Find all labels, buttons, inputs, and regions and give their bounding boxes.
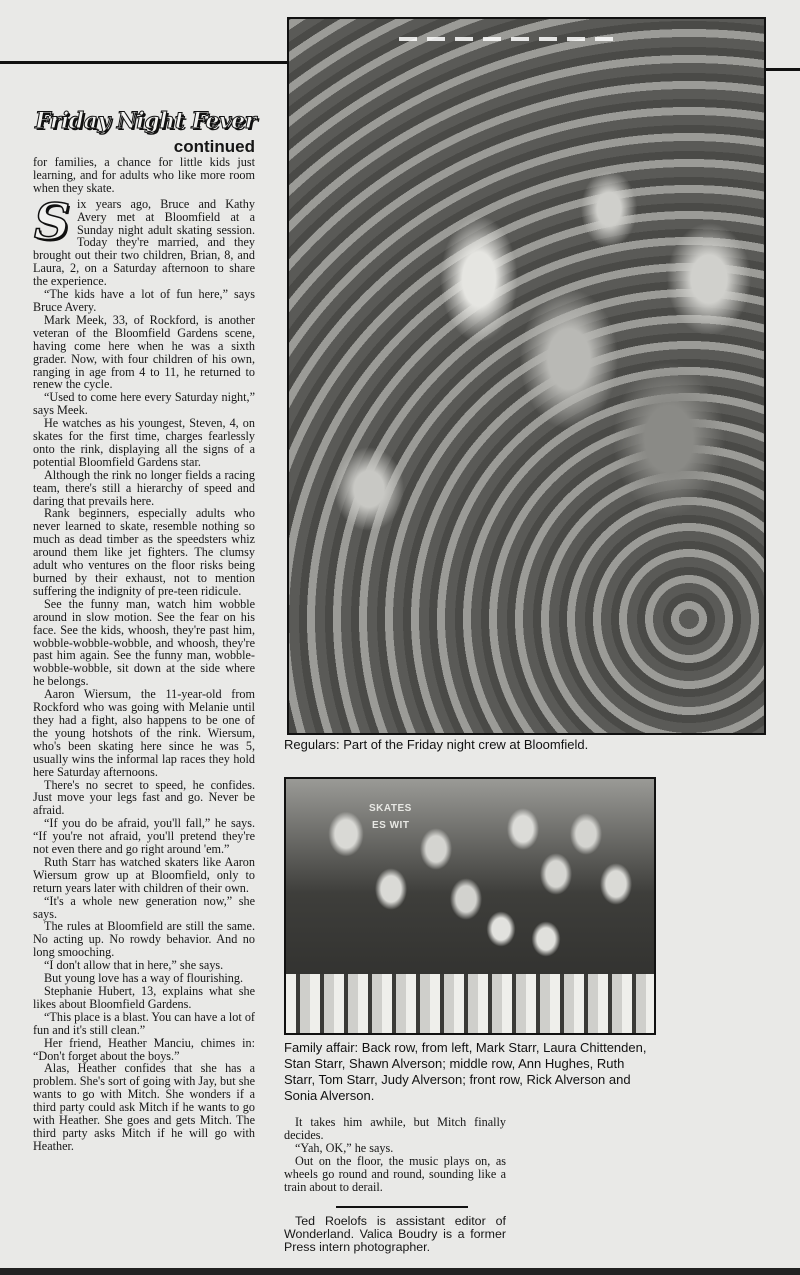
article-paragraph: But young love has a way of flourishing. <box>44 971 244 986</box>
page-bottom-rule <box>0 1268 800 1275</box>
article-paragraph: for families, a chance for little kids just learning, and for adults who like more room when they skate. <box>33 155 255 195</box>
photo-family-affair <box>284 777 656 1035</box>
article-paragraph: “If you do be afraid, you'll fall,” he says. “If you're not afraid, you'll pretend they're not even there and go right around 'em.” <box>33 816 255 857</box>
article-paragraph: It takes him awhile, but Mitch finally decides. <box>284 1115 506 1142</box>
article-paragraph: The rules at Bloomfield are still the same. No acting up. No rowdy behavior. And no long smooching. <box>33 919 255 960</box>
header-rule-left <box>0 61 287 64</box>
sign-text: SKATES <box>369 803 412 814</box>
article-paragraph: “The kids have a lot of fun here,” says Bruce Avery. <box>33 287 255 314</box>
photo-caption-family: Family affair: Back row, from left, Mark Starr, Laura Chittenden, Stan Starr, Shawn Alverson; middle row, Ann Hughes, Ruth Starr, Tom Starr, Judy Alverson; front row, Rick Alverson and Sonia Alverson. <box>284 1040 647 1103</box>
sign-text: ES WIT <box>372 820 410 831</box>
photo-regulars <box>287 17 766 735</box>
article-paragraph: There's no secret to speed, he confides. Just move your legs fast and go. Never be afraid. <box>33 777 255 818</box>
end-rule <box>336 1206 468 1208</box>
section-kicker: Friday Night Fever <box>35 108 256 134</box>
article-paragraph: Mark Meek, 33, of Rockford, is another veteran of the Bloomfield Gardens scene, having come here when he was a sixth grader. Now, with four children of his own, ranging in age from 4 to 11, he returned to renew the cycle. <box>33 312 255 392</box>
article-paragraph: Ruth Starr has watched skaters like Aaron Wiersum grow up at Bloomfield, only to return years later with children of their own. <box>33 854 255 895</box>
article-paragraph: Alas, Heather confides that she has a problem. She's sort of going with Jay, but she wants to go with Mitch. She wonders if a third party could ask Mitch if he wants to go with Heather. She goes and gets Mitch. The third party asks Mitch if he will go with Heather. <box>33 1061 255 1153</box>
continued-label: continued <box>173 137 255 156</box>
photo-caption-regulars: Regulars: Part of the Friday night crew at Bloomfield. <box>284 737 589 752</box>
article-paragraph: “Yah, OK,” he says. <box>295 1140 394 1155</box>
article-paragraph: See the funny man, watch him wobble around in slow motion. See the fear on his face. See the kids, whoosh, they're past him, wobble-wobble-wobble, and whoosh, they're past him again. See the funny man, wobble-wobble-wobble, sit down at the side where he belongs. <box>33 596 255 689</box>
dropcap-paragraph-text: ix years ago, Bruce and Kathy Avery met at Bloomfield at a Sunday night adult skating session. Today they're married, and they brought out their two children, Brian, 8, and Laura, 2, on a Saturday afternoon to share the experience. <box>33 196 255 289</box>
article-paragraph: Stephanie Hubert, 13, explains what she likes about Bloomfield Gardens. <box>33 984 255 1011</box>
ceiling-lights <box>399 37 619 41</box>
article-paragraph <box>33 191 255 289</box>
article-column <box>33 108 255 1153</box>
article-paragraph: Rank beginners, especially adults who never learned to skate, resemble nothing so much as dead timber as the speedsters whiz around them like jet fighters. The clumsy adult who ventures on the floor risks being burned by their exhaust, not to mention suffering the indignity of pre-teen ridicule. <box>33 506 255 598</box>
drop-cap: S <box>33 191 71 251</box>
article-paragraph: “This place is a blast. You can have a lot of fun and it's still clean.” <box>33 1009 255 1037</box>
article-ending <box>284 1116 506 1254</box>
header-rule-right <box>766 68 800 71</box>
article-paragraph: “Used to come here every Saturday night,” says Meek. <box>33 390 255 418</box>
article-paragraph: Aaron Wiersum, the 11-year-old from Rockford who was going with Melanie until they had a fight, also happens to be one of the young hotshots of the rink. Wiersum, who's been skating here since he was 5, usually wins the informal lap races they hold here Saturday afternoons. <box>33 687 255 779</box>
author-credit: Ted Roelofs is assistant editor of Wonderland. Valica Boudry is a former Press intern photographer. <box>284 1214 506 1255</box>
article-paragraph: Her friend, Heather Manciu, chimes in: “Don't forget about the boys.” <box>33 1035 255 1063</box>
article-paragraph: “I don't allow that in here,” she says. <box>44 958 224 973</box>
article-paragraph: Out on the floor, the music plays on, as wheels go round and round, sounding like a train about to derail. <box>284 1153 506 1194</box>
article-paragraph: “It's a whole new generation now,” she says. <box>33 893 255 921</box>
article-paragraph: Although the rink no longer fields a racing team, there's still a hierarchy of speed and daring that prevails here. <box>33 467 255 508</box>
article-paragraph: He watches as his youngest, Steven, 4, on skates for the first time, charges fearlessly onto the rink, displaying all the signs of a potential Bloomfield Gardens star. <box>33 416 255 469</box>
article-body <box>33 156 255 1153</box>
